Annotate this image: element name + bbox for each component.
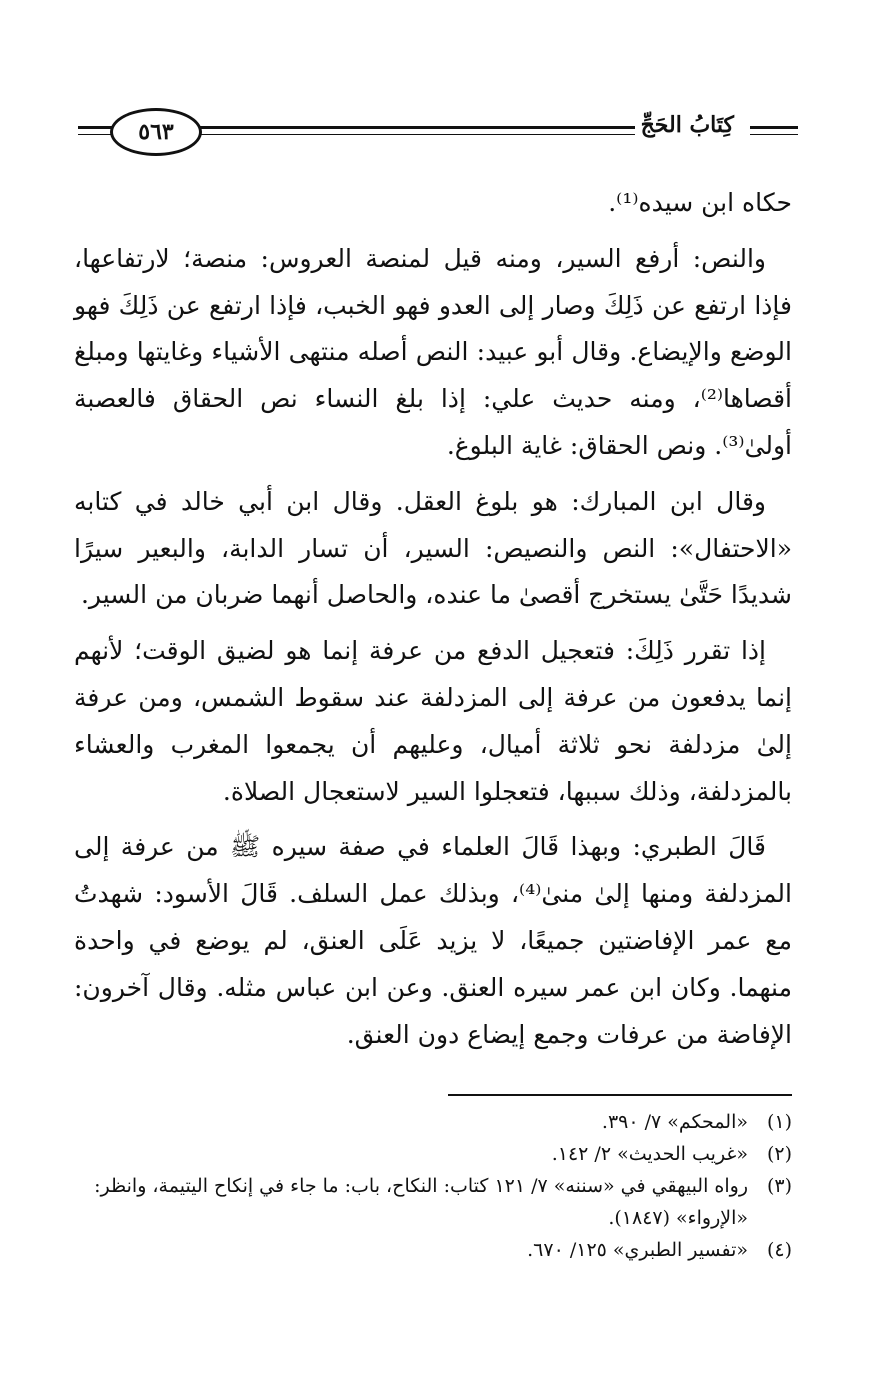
header-rule-right: [750, 126, 798, 135]
main-text: [74, 180, 792, 1067]
footnote-number: (١): [766, 1111, 792, 1133]
footnote-text: رواه البيهقي في «سننه» ٧/ ١٢١ كتاب: النكاح، باب: ما جاء في إنكاح اليتيمة، وانظر: «الإرواء» (١٨٤٧).: [94, 1175, 748, 1229]
page-number: ٥٦٣: [110, 108, 202, 156]
paragraph: قَالَ الطبري: وبهذا قَالَ العلماء في صفة سيره ﷺ من عرفة إلى المزدلفة ومنها إلىٰ منىٰ⁽⁴⁾، وبذلك عمل السلف. قَالَ الأسود: شهدتُ مع عمر الإفاضتين جميعًا، لا يزيد عَلَى العنق، لم يوضع في واحدة منهما. وكان ابن عمر سيره العنق. وعن ابن عباس مثله. وقال آخرون: الإفاضة من عرفات وجمع إيضاع دون العنق.: [74, 832, 793, 1049]
paragraph: والنص: أرفع السير، ومنه قيل لمنصة العروس: منصة؛ لارتفاعها، فإذا ارتفع عن ذَلِكَ وصار إلى العدو فهو الخبب، فإذا ارتفع عن ذَلِكَ فهو الوضع والإيضاع. وقال أبو عبيد: النص أصله منتهى الأشياء وغايتها ومبلغ أقصاها⁽²⁾، ومنه حديث علي: إذا بلغ النساء نص الحقاق فالعصبة أولىٰ⁽³⁾. ونص الحقاق: غاية البلوغ.: [74, 243, 792, 460]
footnote: [74, 1106, 792, 1138]
header-rule-middle: [188, 126, 688, 135]
paragraph: إذا تقرر ذَلِكَ: فتعجيل الدفع من عرفة إنما هو لضيق الوقت؛ لأنهم إنما يدفعون من عرفة إلى المزدلفة عند سقوط الشمس، ومن عرفة إلىٰ مزدلفة نحو ثلاثة أميال، وعليهم أن يجمعوا المغرب والعشاء بالمزدلفة، وذلك سببها، فتعجلوا السير لاستعجال الصلاة.: [74, 636, 792, 806]
paragraph: حكاه ابن سيده⁽¹⁾.: [608, 188, 792, 217]
footnote-text: «المحكم» ٧/ ٣٩٠.: [601, 1111, 748, 1133]
footnote-number: (٤): [766, 1239, 792, 1261]
footnote-separator: [448, 1094, 792, 1096]
footnote: [74, 1170, 792, 1234]
footnote-text: «تفسير الطبري» ١٢٥/ ٦٧٠.: [527, 1239, 748, 1261]
running-title: كِتَابُ الحَجِّ: [635, 112, 740, 138]
footnote-text: «غريب الحديث» ٢/ ١٤٢.: [551, 1143, 748, 1165]
paragraph: وقال ابن المبارك: هو بلوغ العقل. وقال ابن أبي خالد في كتابه «الاحتفال»: النص والنصيص: السير، أن تسار الدابة، والبعير سيرًا شديدًا حَتَّىٰ يستخرج أقصىٰ ما عنده، والحاصل أنهما ضربان من السير.: [74, 486, 792, 610]
footnotes: [74, 1106, 792, 1266]
footnote-number: (٢): [766, 1143, 792, 1165]
footnote: [74, 1234, 792, 1266]
footnote-number: (٣): [766, 1175, 792, 1197]
page-header: [78, 108, 798, 158]
footnote: [74, 1138, 792, 1170]
